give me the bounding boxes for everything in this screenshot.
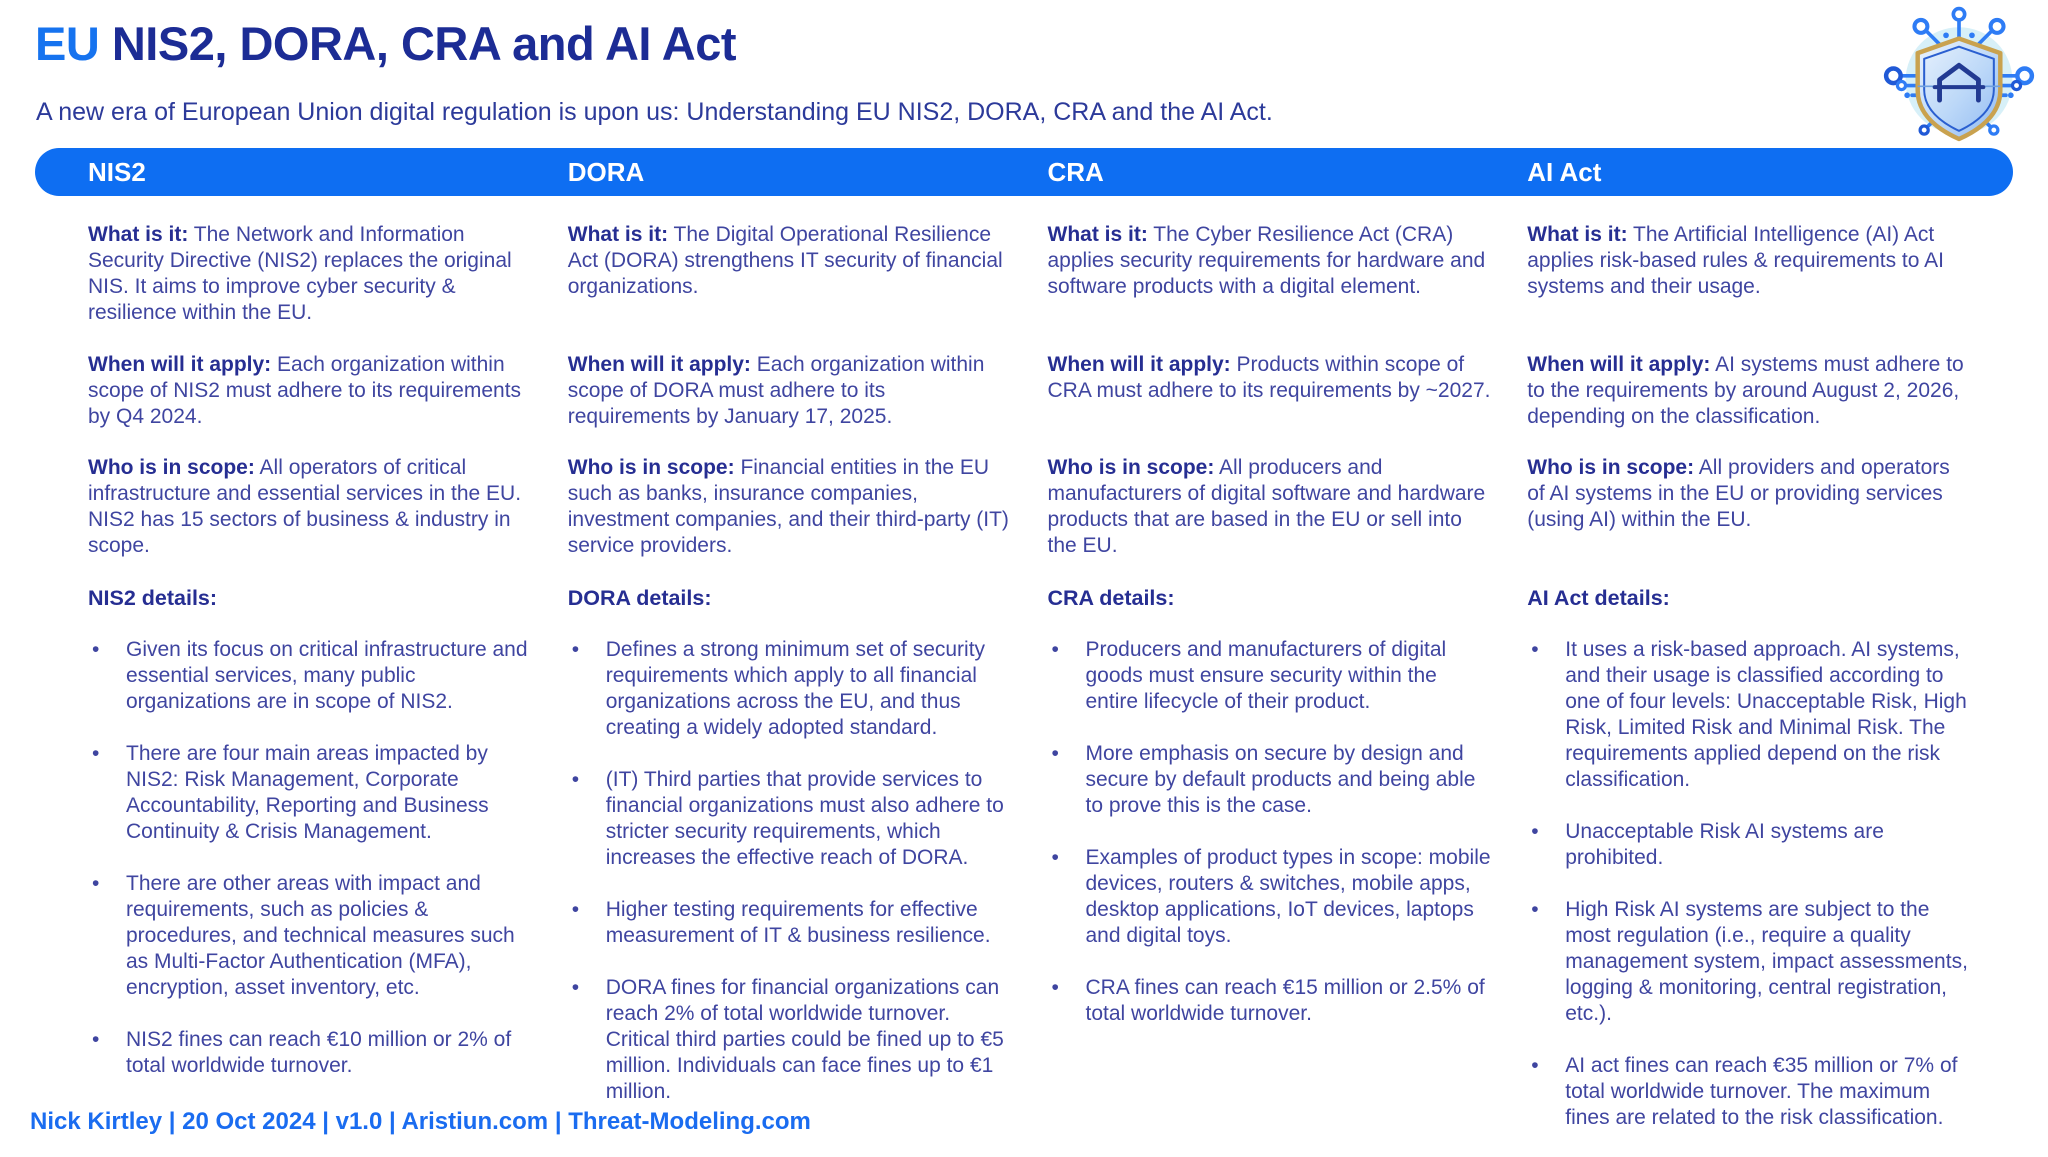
row-details-bullets [88,637,1972,1157]
list-item: • There are four main areas impacted by NIS2: Risk Management, Corporate Accountability, Reporting and Business Continuity & Crisis Management. [88,741,533,845]
ai-act-what-is-it: What is it: The Artificial Intelligence (AI) Act applies risk-based rules & requirements to AI systems and their usage. [1527,223,1944,298]
footer-credits: Nick Kirtley | 20 Oct 2024 | v1.0 | Aristiun.com | Threat-Modeling.com [30,1108,811,1135]
cra-who: Who is in scope: All producers and manufacturers of digital software and hardware products that are based in the EU or sell into the EU. [1047,456,1486,557]
dora-details-list [568,637,1013,1157]
list-item: • More emphasis on secure by design and secure by default products and being able to prove this is the case. [1048,741,1493,819]
bullet-dot: • [92,872,100,895]
list-item: • NIS2 fines can reach €10 million or 2% of total worldwide turnover. [88,1027,533,1079]
nis2-who: Who is in scope: All operators of critical infrastructure and essential services in the EU. NIS2 has 15 sectors of business & industry in scope. [88,456,522,557]
bullet-dot: • [1531,820,1539,843]
dora-when: When will it apply: Each organization within scope of DORA must adhere to its requirements by January 17, 2025. [567,353,985,428]
dora-who: Who is in scope: Financial entities in the EU such as banks, insurance companies, investment companies, and their third-party (IT) service providers. [567,456,1009,557]
ai-act-when: When will it apply: AI systems must adhere to to the requirements by around August 2, 2026, depending on the classification. [1527,353,1964,428]
comparison-grid [88,222,1972,1157]
row-who-is-in-scope [88,455,1972,585]
cra-details-heading: CRA details: [1047,586,1175,610]
cra-what-is-it: What is it: The Cyber Resilience Act (CRA) applies security requirements for hardware and software products with a digital element. [1047,223,1486,298]
column-header-dora: DORA [567,156,645,187]
list-item: • Producers and manufacturers of digital goods must ensure security within the entire lifecycle of their product. [1048,637,1493,715]
bullet-dot: • [1051,976,1059,999]
bullet-dot: • [1531,638,1539,661]
page-subtitle: A new era of European Union digital regulation is upon us: Understanding EU NIS2, DORA, CRA and the AI Act. [36,98,1273,126]
row-details-headings [88,585,1972,637]
bullet-dot: • [1051,846,1059,869]
bullet-dot: • [1531,898,1539,921]
bullet-dot: • [571,768,580,791]
list-item: • (IT) Third parties that provide services to financial organizations must also adhere to stricter security requirements, which increases the effective reach of DORA. [568,767,1013,871]
bullet-dot: • [1051,742,1059,765]
list-item: • There are other areas with impact and requirements, such as policies & procedures, and technical measures such as Multi-Factor Authentication (MFA), encryption, asset inventory, etc. [88,871,533,1001]
bullet-dot: • [571,976,580,999]
dora-what-is-it: What is it: The Digital Operational Resilience Act (DORA) strengthens IT security of financial organizations. [567,223,1003,298]
list-item: • High Risk AI systems are subject to the most regulation (i.e., require a quality management system, impact assessments, logging & monitoring, central registration, etc.). [1527,897,1972,1027]
list-item: • Given its focus on critical infrastructure and essential services, many public organizations are in scope of NIS2. [88,637,533,715]
bullet-dot: • [92,1028,100,1051]
list-item: • Defines a strong minimum set of security requirements which apply to all financial organizations across the EU, and thus creating a widely adopted standard. [568,637,1013,741]
nis2-what-is-it: What is it: The Network and Information Security Directive (NIS2) replaces the original NIS. It aims to improve cyber security & resilience within the EU. [88,223,512,324]
list-item: • It uses a risk-based approach. AI systems, and their usage is classified according to one of four levels: Unacceptable Risk, High Risk, Limited Risk and Minimal Risk. The requirements applied depend on the risk classification. [1527,637,1972,793]
bullet-dot: • [92,638,100,661]
row-when-will-it-apply [88,352,1972,455]
bullet-dot: • [571,638,580,661]
list-item: • CRA fines can reach €15 million or 2.5% of total worldwide turnover. [1048,975,1493,1027]
list-item: • Examples of product types in scope: mobile devices, routers & switches, mobile apps, desktop applications, IoT devices, laptops and digital toys. [1048,845,1493,949]
bullet-dot: • [1531,1054,1539,1077]
ai-act-who: Who is in scope: All providers and operators of AI systems in the EU or providing services (using AI) within the EU. [1527,456,1950,531]
page-title-rest: NIS2, DORA, CRA and AI Act [99,17,737,70]
page-title-highlight: EU [35,17,100,70]
aristiun-shield-logo [1878,4,2040,146]
list-item: • AI act fines can reach €35 million or 7% of total worldwide turnover. The maximum fines are related to the risk classification. [1527,1053,1972,1131]
ai-act-details-list [1527,637,1972,1157]
column-header-labels [88,148,1972,196]
row-what-is-it [88,222,1972,352]
column-header-cra: CRA [1047,156,1104,187]
nis2-when: When will it apply: Each organization within scope of NIS2 must adhere to its requirements by Q4 2024. [88,353,522,428]
ai-act-details-heading: AI Act details: [1527,586,1670,610]
list-item: • Unacceptable Risk AI systems are prohibited. [1527,819,1972,871]
bullet-dot: • [1051,638,1059,661]
column-header-ai-act: AI Act [1527,156,1602,187]
list-item: • Higher testing requirements for effective measurement of IT & business resilience. [568,897,1013,949]
bullet-dot: • [571,898,580,921]
dora-details-heading: DORA details: [567,586,712,610]
nis2-details-list [88,637,533,1157]
bullet-dot: • [92,742,100,765]
column-header-nis2: NIS2 [88,156,146,187]
cra-details-list [1048,637,1493,1157]
list-item: • DORA fines for financial organizations can reach 2% of total worldwide turnover. Critical third parties could be fined up to €5 million. Individuals can face fines up to €1 million. [568,975,1013,1105]
page-title [35,16,736,71]
cra-when: When will it apply: Products within scope of CRA must adhere to its requirements by ~2027. [1047,353,1491,402]
nis2-details-heading: NIS2 details: [88,586,218,610]
